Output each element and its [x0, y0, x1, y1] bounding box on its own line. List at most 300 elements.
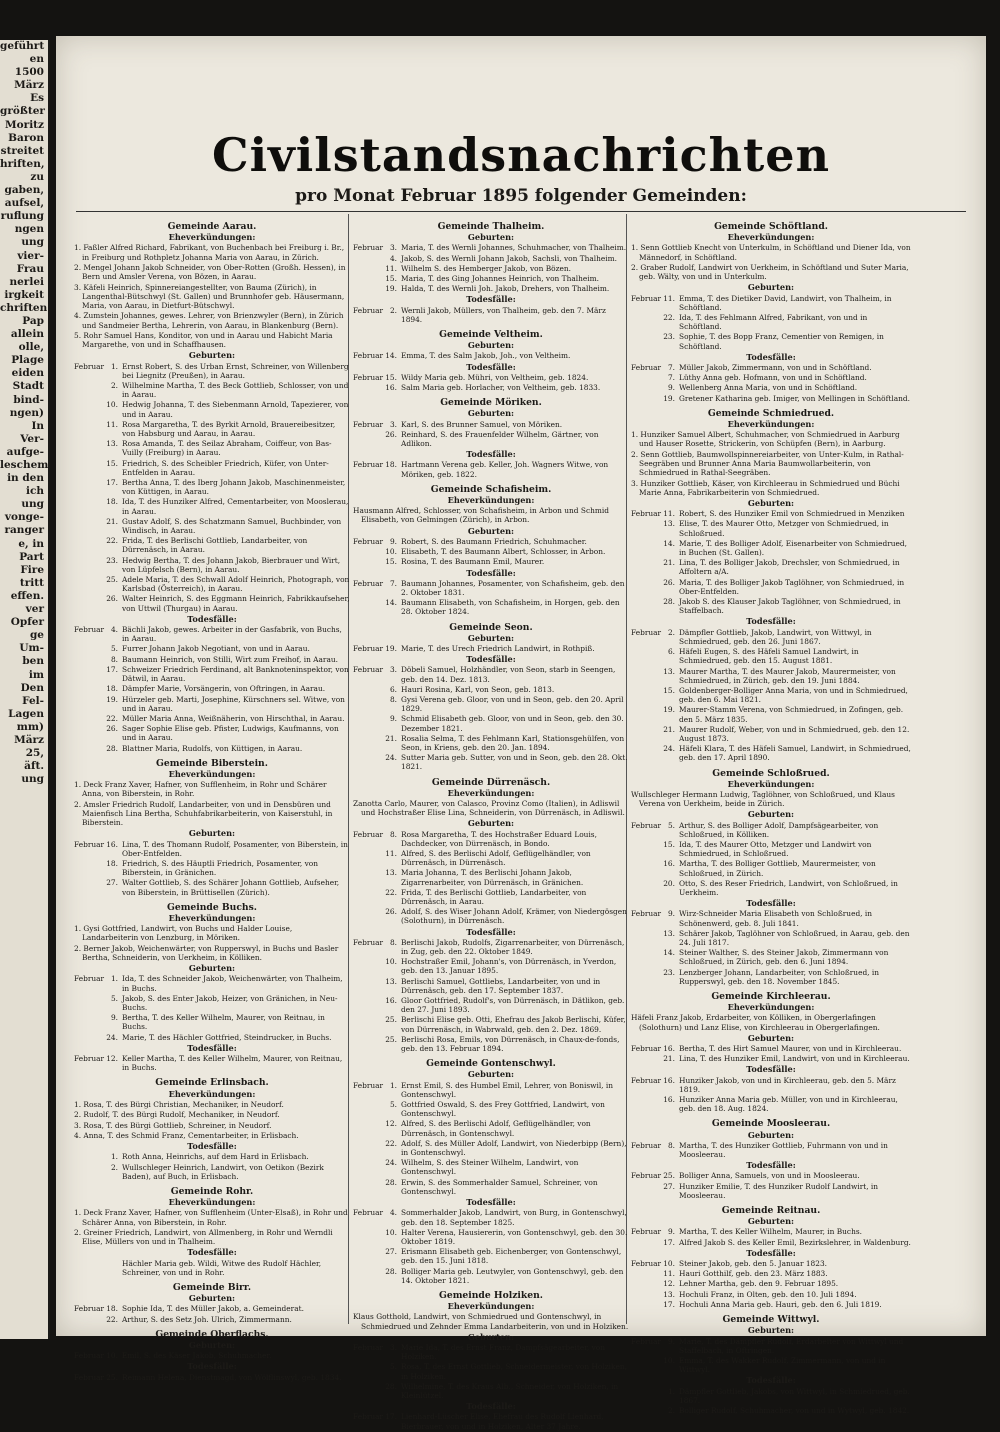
- record-month: Februar: [353, 937, 384, 947]
- record-text: Baumann Heinrich, von Stilli, Wirt zum Freihof, in Aarau.: [122, 654, 338, 664]
- record-day: 16.: [106, 839, 118, 849]
- record-day: 13.: [663, 928, 675, 938]
- record-day: 23.: [663, 967, 675, 977]
- record-text: Jakob, S. des Wernli Johann Jakob, Sachsli, von Thalheim.: [401, 253, 618, 263]
- record-text: Robert, S. des Hunziker Emil von Schmiedrued in Menziken: [679, 509, 905, 519]
- strip-line: allein: [10, 328, 44, 341]
- section-heading: Geburten:: [747, 1325, 795, 1336]
- section-heading: Todesfälle:: [187, 1247, 237, 1258]
- record-day: 17.: [385, 1412, 397, 1422]
- record-month: [74, 420, 102, 438]
- record-month: [353, 996, 381, 1014]
- municipality-heading: Gemeinde Kirchleerau.: [711, 991, 831, 1002]
- record-row: [631, 1182, 911, 1200]
- record-month: [631, 667, 659, 685]
- record-month: Februar: [631, 1171, 662, 1181]
- record-month: [353, 254, 381, 263]
- record-row: [353, 537, 629, 546]
- strip-line: irgkeit: [4, 288, 44, 301]
- record-row: [353, 1362, 629, 1380]
- header-rule: [76, 211, 966, 212]
- record-text: Reimann Helena, Dienstmagd, von Wölflinswyl, geb. 1834.: [122, 1372, 342, 1382]
- record-month: Februar: [353, 1342, 384, 1352]
- record-month: [631, 1406, 659, 1415]
- record-text: Hochuli Anna Maria geb. Hauri, geb. den 6. Juli 1819.: [679, 1299, 882, 1309]
- record-month: Februar: [74, 625, 105, 635]
- record-row: [74, 362, 350, 380]
- record-row: [353, 373, 629, 382]
- municipality-heading: Gemeinde Erlinsbach.: [155, 1077, 269, 1089]
- record-row: [74, 1013, 350, 1031]
- record-month: [74, 381, 102, 399]
- record-day: 22.: [106, 1314, 118, 1324]
- entry: 2. Mengel Johann Jakob Schneider, von Ober-Rotten (Großh. Hessen), in Bern und Amsler Verena, von Bözen, in Aarau.: [74, 263, 346, 282]
- record-month: [74, 1163, 102, 1181]
- record-month: Februar: [353, 536, 384, 546]
- record-day: 8.: [667, 1140, 675, 1150]
- section-heading: Todesfälle:: [746, 1375, 796, 1386]
- record-month: Februar: [353, 243, 384, 253]
- record-text: Halter Verena, Hausiererin, von Gontenschwyl, geb. den 30. Oktober 1819.: [401, 1227, 628, 1246]
- municipality-heading: Gemeinde Reitnau.: [721, 1205, 821, 1217]
- section-heading: Todesfälle:: [746, 1160, 796, 1171]
- record-row: [74, 400, 350, 418]
- record-text: Bolliger Rudolf, Schuhmacher, von und in Wytwyl, geb. 1842.: [679, 1405, 910, 1415]
- record-row: [353, 849, 629, 867]
- record-day: 4.: [389, 1208, 397, 1218]
- municipality-heading: Gemeinde Rohr.: [170, 1185, 254, 1197]
- record-row: [353, 1035, 629, 1053]
- record-month: [353, 1015, 381, 1033]
- record-month: [631, 879, 659, 897]
- strip-line: tritt: [19, 576, 44, 589]
- entry: Zanotta Carlo, Maurer, von Calasco, Provinz Como (Italien), in Adliswil und Hochstraßer Elise Lina, Schneiderin, von Dürrenäsch, in Adliswil.: [353, 798, 625, 818]
- record-row: [631, 363, 911, 372]
- strip-line: Es: [30, 92, 44, 105]
- record-day: 21.: [385, 733, 397, 743]
- record-day: 23.: [106, 555, 118, 565]
- record-day: 20.: [663, 878, 675, 888]
- record-month: [353, 383, 381, 392]
- record-row: [353, 1119, 629, 1137]
- record-month: [74, 695, 102, 713]
- record-row: [74, 974, 350, 992]
- record-text: Baumann Johannes, Posamenter, von Schafisheim, geb. den 2. Oktober 1831.: [401, 578, 625, 597]
- strip-line: Fire: [20, 563, 44, 576]
- record-month: [353, 1247, 381, 1265]
- strip-line: Fel-: [22, 694, 44, 707]
- record-day: 17.: [663, 1237, 675, 1247]
- record-day: 14.: [385, 598, 397, 608]
- record-text: Hedwig Johanna, T. des Siebenmann Arnold, Tapezierer, von und in Aarau.: [122, 400, 349, 419]
- record-day: 9.: [110, 1013, 118, 1023]
- section-heading: Todesfälle:: [746, 351, 796, 362]
- record-text: Hächler Maria geb. Wildi, Witwe des Rudolf Hächler, Schreiner, von und in Rohr.: [122, 1258, 322, 1277]
- record-text: Otto, S. des Reser Friedrich, Landwirt, von Schloßrued, in Uerkheim.: [679, 878, 898, 897]
- record-row: [74, 536, 350, 554]
- page-title: Civilstandsnachrichten: [211, 128, 831, 182]
- record-month: [74, 1033, 102, 1042]
- record-day: 19.: [385, 643, 397, 653]
- section-heading: Eheverkündungen:: [168, 1088, 256, 1099]
- record-month: [353, 557, 381, 566]
- section-heading: Geburten:: [747, 498, 795, 509]
- record-month: [74, 684, 102, 693]
- record-day: 26.: [663, 577, 675, 587]
- record-day: 11.: [663, 293, 675, 303]
- record-month: [74, 1259, 102, 1277]
- section-heading: Eheverkündungen:: [447, 787, 535, 798]
- record-month: Februar: [631, 1336, 662, 1346]
- strip-line: ung: [21, 773, 44, 786]
- record-text: Schweizer Friedrich Ferdinand, alt Banknoteninspektor, von Dätwil, in Aarau.: [122, 664, 349, 684]
- record-month: [631, 859, 659, 877]
- municipality-heading: Gemeinde Schafisheim.: [430, 483, 552, 495]
- record-row: [353, 598, 629, 616]
- entry: 2. Berner Jakob, Weichenwärter, von Rupperswyl, in Buchs und Basler Bertha, Schneiderin, von Uerkheim, in Kölliken.: [74, 943, 339, 962]
- record-text: Gretener Katharina geb. Imiger, von Mellingen in Schöftland.: [679, 393, 910, 403]
- section-heading: Todesfälle:: [746, 1247, 796, 1258]
- entry: 2. Rudolf, T. des Bürgi Rudolf, Mechaniker, in Neudorf.: [74, 1110, 280, 1120]
- record-month: Februar: [74, 1304, 105, 1314]
- record-text: Hauri Rosina, Karl, von Seon, geb. 1813.: [401, 684, 555, 694]
- record-row: [74, 665, 350, 683]
- entry: Wullschleger Hermann Ludwig, Taglöhner, von Schloßrued, und Klaus Verena von Uerkheim, beide in Zürich.: [631, 789, 895, 809]
- record-row: [631, 597, 911, 615]
- record-day: 15.: [385, 372, 397, 382]
- strip-line: ge: [29, 629, 44, 642]
- column-1: [74, 216, 350, 1383]
- record-row: [353, 1343, 629, 1361]
- record-text: Sophie, T. des Bopp Franz, Cementier von Remigen, in Schöftland.: [679, 332, 884, 351]
- strip-line: März: [14, 79, 44, 92]
- record-month: [74, 536, 102, 554]
- record-row: [353, 695, 629, 713]
- record-month: [353, 977, 381, 995]
- record-text: Hedwig Bertha, T. des Johann Jakob, Bierbrauer und Wirt, von Lüpfelsch (Bern), in Aarau.: [122, 555, 341, 574]
- record-month: [631, 840, 659, 858]
- record-row: [74, 1351, 350, 1360]
- record-day: 21.: [663, 724, 675, 734]
- masthead: [56, 36, 986, 206]
- record-row: [631, 332, 911, 350]
- section-heading: Todesfälle:: [466, 654, 516, 665]
- strip-line: Plage: [11, 354, 44, 367]
- record-text: Frida, T. des Berlischi Gottlieb, Landarbeiter, von Dürrenäsch, in Aarau.: [122, 536, 308, 555]
- record-day: 6.: [389, 684, 397, 694]
- municipality-heading: Gemeinde Buchs.: [167, 901, 257, 913]
- strip-line: Moritz: [5, 118, 44, 131]
- record-row: [353, 1208, 629, 1226]
- section-heading: Eheverkündungen:: [727, 778, 815, 789]
- record-day: 1.: [110, 1152, 118, 1162]
- municipality-heading: Gemeinde Gontenschwyl.: [426, 1058, 556, 1070]
- strip-line: Frau: [16, 262, 44, 275]
- record-day: 23.: [663, 332, 675, 342]
- record-month: [74, 575, 102, 593]
- record-day: 11.: [663, 509, 675, 519]
- record-row: [74, 1304, 350, 1313]
- record-row: [631, 1337, 911, 1355]
- record-month: [353, 734, 381, 752]
- record-day: 21.: [663, 558, 675, 568]
- record-month: [353, 284, 381, 293]
- record-day: 9.: [667, 1227, 675, 1237]
- record-month: Februar: [353, 419, 384, 429]
- section-heading: Geburten:: [747, 1129, 795, 1140]
- record-day: 16.: [663, 859, 675, 869]
- record-day: 6.: [667, 647, 675, 657]
- record-month: [353, 685, 381, 694]
- strip-line: ranger: [4, 524, 44, 537]
- record-text: Friedrich, S. des Scheibler Friedrich, Küfer, von Unter-Entfelden in Aarau.: [122, 458, 329, 477]
- record-day: 10.: [385, 1227, 397, 1237]
- record-month: Februar: [631, 627, 662, 637]
- municipality-heading: Gemeinde Schöftland.: [714, 221, 828, 232]
- strip-line: im: [28, 668, 44, 681]
- entry: 4. Zumstein Johannes, gewes. Lehrer, von Brienzwyler (Bern), in Zürich und Sandmeier Bertha, Lehrerin, von Aarau, in Blankenburg (Bern).: [74, 311, 344, 330]
- section-heading: Geburten:: [747, 809, 795, 820]
- entry: 3. Hunziker Gottlieb, Käser, von Kirchleerau in Schmiedrued und Büchi Marie Anna, Fabrikarbeiterin von Schmiedrued.: [631, 478, 900, 497]
- record-text: Müller Maria Anna, Weißnäherin, von Hirschthal, in Aarau.: [122, 713, 345, 723]
- record-month: [631, 313, 659, 331]
- section-heading: Geburten:: [188, 350, 236, 361]
- record-day: 17.: [106, 664, 118, 674]
- record-row: [631, 909, 911, 927]
- record-day: 15.: [663, 839, 675, 849]
- record-row: [74, 684, 350, 693]
- record-text: Bertha, T. des Hirt Samuel Maurer, von und in Kirchleerau.: [679, 1044, 902, 1054]
- record-row: [74, 878, 350, 896]
- record-row: [353, 1015, 629, 1033]
- record-day: 26.: [106, 724, 118, 734]
- record-text: Lina, T. des Thomann Rudolf, Posamenter, von Biberstein, in Ober-Entfelden.: [122, 839, 348, 858]
- record-text: Maria, T. des Bolliger Jakob Taglöhner, von Schmiedrued, in Ober-Entfelden.: [679, 577, 905, 596]
- record-row: [74, 1054, 350, 1072]
- record-row: [353, 264, 629, 273]
- record-day: 10.: [385, 547, 397, 557]
- record-month: [631, 558, 659, 576]
- strip-line: streitet: [0, 144, 44, 157]
- record-row: [631, 1259, 911, 1268]
- record-month: [74, 497, 102, 515]
- record-text: Maurer Rudolf, Weber, von und in Schmiedrued, geb. den 12. August 1873.: [679, 724, 910, 743]
- entry: 1. Rosa, T. des Bürgi Christian, Mechaniker, in Neudorf.: [74, 1099, 284, 1109]
- section-heading: Eheverkündungen:: [727, 232, 815, 243]
- record-row: [631, 948, 911, 966]
- record-month: [353, 1228, 381, 1246]
- record-day: 7.: [389, 578, 397, 588]
- record-row: [631, 628, 911, 646]
- record-text: Marie, T. des Dämpfler Rudolf, Erdarbeiter von Wittwyl und Staffelbach, in Oftringen.: [679, 1336, 904, 1355]
- section-heading: Todesfälle:: [466, 567, 516, 578]
- record-text: Lina, T. des Hunziker Emil, Landwirt, von und in Kirchleerau.: [679, 1054, 910, 1064]
- entry: 3. Käfeli Heinrich, Spinnereiangestellter, von Bauma (Zürich), in Langenthal-Bütschwyl (St. Gallen) und Brunnhofer geb. Häusermann, Maria, von Aarau, in Dietfurt-Bütschwyl.: [74, 282, 345, 310]
- record-month: [74, 400, 102, 418]
- record-row: [631, 1171, 911, 1180]
- record-text: Berlischi Jakob, Rudolfs, Zigarrenarbeiter, von Dürrenäsch, in Zug, geb. den 22. Oktober 1849.: [401, 937, 625, 957]
- record-day: 8.: [389, 937, 397, 947]
- record-month: Februar: [353, 1208, 384, 1218]
- strip-line: vier-: [17, 249, 44, 262]
- record-day: 24.: [385, 1158, 397, 1168]
- record-month: [74, 1013, 102, 1031]
- record-month: [74, 644, 102, 653]
- record-row: [353, 1247, 629, 1265]
- record-month: [631, 539, 659, 557]
- section-heading: Eheverkündungen:: [447, 495, 535, 506]
- record-month: Februar: [353, 351, 384, 361]
- record-day: 8.: [110, 654, 118, 664]
- record-month: [631, 1290, 659, 1299]
- record-month: Februar: [631, 1044, 662, 1054]
- record-day: 26.: [385, 429, 397, 439]
- strip-line: en: [29, 53, 44, 66]
- record-month: [631, 519, 659, 537]
- record-row: [353, 274, 629, 283]
- record-day: [102, 1259, 122, 1277]
- record-month: [353, 849, 381, 867]
- record-text: Martha, T. des Keller Wilhelm, Maurer, in Buchs.: [679, 1227, 862, 1237]
- record-day: 13.: [663, 666, 675, 676]
- record-month: Februar: [353, 1412, 384, 1422]
- strip-line: Baron: [8, 131, 44, 144]
- section-heading: Eheverkündungen:: [168, 1197, 256, 1208]
- record-row: [631, 373, 911, 382]
- record-text: Hunziker Emilie, T. des Hunziker Rudolf Landwirt, in Moosleerau.: [679, 1181, 879, 1200]
- municipality-heading: Gemeinde Biberstein.: [156, 757, 268, 769]
- record-text: Rosa Amanda, T. des Seilaz Abraham, Coiffeur, von Bas-Vuilly (Freiburg) in Aarau.: [122, 439, 332, 458]
- record-row: [74, 744, 350, 753]
- record-text: Arthur, S. des Setz Joh. Ulrich, Zimmermann.: [122, 1314, 292, 1324]
- strip-line: e, in: [18, 537, 44, 550]
- record-text: Keller Martha, T. des Keller Wilhelm, Maurer, von Reitnau, in Buchs.: [122, 1053, 343, 1073]
- section-heading: Todesfälle:: [746, 898, 796, 909]
- record-day: 10.: [385, 957, 397, 967]
- record-row: [631, 509, 911, 518]
- record-row: [353, 460, 629, 478]
- record-row: [74, 517, 350, 535]
- record-text: Martha, T. des Hunziker Gottlieb, Fuhrmann von und in Moosleerau.: [679, 1140, 888, 1160]
- record-month: [74, 478, 102, 496]
- section-heading: Geburten:: [747, 1032, 795, 1043]
- section-heading: Geburten:: [747, 1216, 795, 1227]
- record-month: [353, 1119, 381, 1137]
- record-day: 27.: [385, 1247, 397, 1257]
- record-day: 12.: [106, 1053, 118, 1063]
- entry: Hausmann Alfred, Schlosser, von Schafisheim, in Arbon und Schmid Elisabeth, von Gelmingen (Zürich), in Arbon.: [353, 506, 609, 525]
- record-text: Sophie Ida, T. des Müller Jakob, a. Gemeinderat.: [122, 1304, 304, 1314]
- record-row: [353, 830, 629, 848]
- record-day: 22.: [106, 536, 118, 546]
- section-heading: Todesfälle:: [466, 294, 516, 305]
- record-day: 16.: [663, 1044, 675, 1054]
- record-day: 19.: [106, 694, 118, 704]
- record-day: 1.: [667, 1386, 675, 1396]
- record-day: 13.: [663, 519, 675, 529]
- record-text: Elise, T. des Maurer Otto, Metzger von Schmiedrued, in Schloßrued.: [679, 519, 889, 538]
- record-text: Lina, T. des Bolliger Jakob, Drechsler, von Schmiedrued, in Affoltern a/A.: [679, 558, 900, 577]
- record-day: 12.: [385, 1119, 397, 1129]
- record-day: 5.: [667, 820, 675, 830]
- record-month: [631, 686, 659, 704]
- record-day: 25.: [385, 1034, 397, 1044]
- strip-line: chriften: [0, 301, 48, 314]
- record-day: 18.: [106, 497, 118, 507]
- record-text: Ernst Emil, S. des Humbel Emil, Lehrer, von Boniswil, in Gontenschwyl.: [401, 1080, 614, 1099]
- record-text: Hürzeler geb. Marti, Josephine, Kürschners sel. Witwe, von und in Aarau.: [122, 694, 345, 713]
- record-month: [74, 556, 102, 574]
- record-text: Karl, S. des Brunner Samuel, von Möriken.: [401, 419, 563, 429]
- section-heading: Geburten:: [467, 1069, 515, 1080]
- strip-line: ver: [25, 603, 44, 616]
- record-row: [631, 558, 911, 576]
- record-day: 22.: [106, 713, 118, 723]
- record-month: Februar: [353, 460, 384, 470]
- record-month: Februar: [74, 1351, 105, 1361]
- record-month: Februar: [631, 1075, 662, 1085]
- record-row: [631, 968, 911, 986]
- section-heading: Eheverkündungen:: [727, 1002, 815, 1013]
- record-day: 11.: [385, 848, 397, 858]
- record-month: [74, 655, 102, 664]
- record-text: Gottfried Oswald, S. des Frey Gottfried, Landwirt, von Gontenschwyl.: [401, 1100, 605, 1119]
- entry: 1. Senn Gottlieb Knecht von Unterkulm, in Schöftland und Diener Ida, von Männedorf, in Schöftland.: [631, 243, 911, 262]
- strip-line: Pap: [22, 314, 44, 327]
- record-row: [74, 1259, 350, 1277]
- record-month: Februar: [631, 909, 662, 919]
- record-day: 25.: [106, 1372, 118, 1382]
- record-text: Gysi Verena geb. Gloor, von und in Seon, geb. den 20. April 1829.: [401, 694, 624, 714]
- strip-line: ngen): [9, 406, 44, 419]
- municipality-heading: Gemeinde Möriken.: [440, 397, 542, 409]
- strip-line: Part: [19, 550, 44, 563]
- record-text: Friedrich, S. des Häuptli Friedrich, Posamenter, von Biberstein, in Gränichen.: [122, 858, 318, 878]
- record-row: [74, 439, 350, 457]
- entry: 1. Faßler Alfred Richard, Fabrikant, von Buchenbach bei Freiburg i. Br., in Freiburg und Rothpletz Johanna Maria von Aarau, in Zürich.: [74, 243, 345, 262]
- section-heading: Eheverkündungen:: [168, 912, 256, 923]
- strip-line: effen.: [10, 589, 44, 602]
- record-text: Walter Gottlieb, S. des Schärer Johann Gottlieb, Aufseher, von Biberstein, in Brüttisellen (Zürich).: [122, 878, 340, 897]
- record-row: [353, 1267, 629, 1285]
- record-month: [74, 665, 102, 683]
- record-row: [631, 383, 911, 392]
- record-row: [353, 383, 629, 392]
- record-month: Februar: [631, 1140, 662, 1150]
- record-month: [631, 1054, 659, 1063]
- record-day: 28.: [106, 743, 118, 753]
- record-row: [74, 724, 350, 742]
- section-heading: Geburten:: [467, 1331, 515, 1342]
- record-row: [353, 547, 629, 556]
- record-month: [631, 725, 659, 743]
- record-text: Jakob, S. des Enter Jakob, Heizer, von Gränichen, in Neu-Buchs.: [122, 993, 338, 1012]
- record-row: [353, 888, 629, 906]
- record-text: Hunziker Jakob, von und in Kirchleerau, geb. den 5. März 1819.: [679, 1075, 896, 1094]
- record-row: [631, 725, 911, 743]
- record-month: [353, 598, 381, 616]
- record-text: Bächli Jakob, gewes. Arbeiter in der Gasfabrik, von Buchs, in Aarau.: [122, 625, 342, 644]
- entry: 1. Gysi Gottfried, Landwirt, von Buchs und Halder Louise, Landarbeiterin von Lenzburg, in Möriken.: [74, 924, 293, 943]
- page-subtitle: pro Monat Februar 1895 folgender Gemeinden:: [295, 186, 747, 206]
- record-month: [631, 1269, 659, 1278]
- record-month: [631, 1387, 659, 1405]
- record-day: 10.: [663, 1355, 675, 1365]
- record-row: [631, 313, 911, 331]
- record-month: Februar: [631, 509, 662, 519]
- record-month: [353, 1158, 381, 1176]
- strip-line: größter: [0, 105, 45, 118]
